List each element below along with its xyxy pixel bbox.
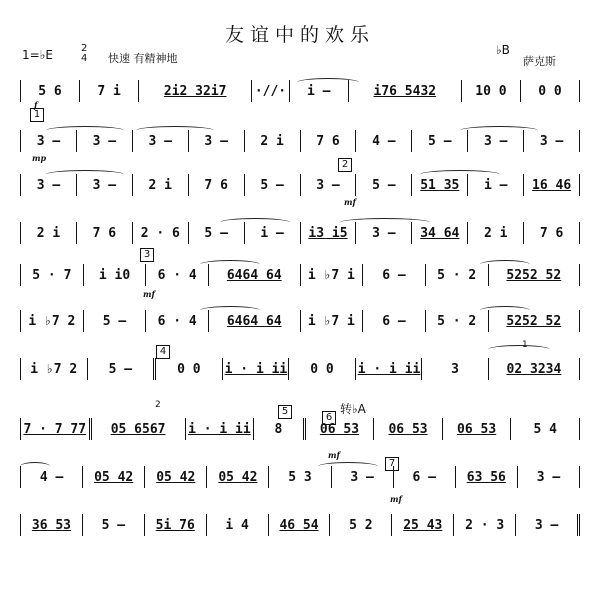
measure: 7 6 <box>189 174 245 196</box>
staff-row-4 <box>20 222 580 244</box>
rehearsal-mark-4: 4 <box>156 345 170 359</box>
staff-row-6 <box>20 310 580 332</box>
rehearsal-mark-5: 5 <box>278 405 292 419</box>
measure: 5 – <box>356 174 412 196</box>
measure: i ♭7 2 <box>20 310 84 332</box>
measure: i76 5432 <box>349 80 462 102</box>
measure: 05 42 <box>145 466 207 488</box>
instrument-name: 萨克斯 <box>523 55 556 68</box>
measure: i i0 <box>84 264 147 286</box>
dynamic-mf-1: mf <box>344 197 356 207</box>
measure-rest-count: 8 <box>254 418 306 440</box>
measure: i · i ii <box>186 418 255 440</box>
time-signature-top: 2 <box>81 43 88 54</box>
measure: 6 – <box>363 264 426 286</box>
measure: 02 3234 <box>489 358 580 380</box>
measure: 3 – <box>77 130 133 152</box>
staff-row-8 <box>20 418 580 440</box>
measure: i · i ii <box>223 358 290 380</box>
measure: 3 – <box>356 222 412 244</box>
measure: 25 43 <box>392 514 454 536</box>
measure: 06 53 <box>443 418 512 440</box>
staff-row-1 <box>20 80 580 102</box>
tempo-marking: 快速 有精神地 <box>108 52 178 65</box>
rehearsal-mark-7: 7 <box>385 457 399 471</box>
measure: 3 – <box>518 466 580 488</box>
measure: 2 i <box>20 222 77 244</box>
measure: 6 · 4 <box>146 310 209 332</box>
measure: 5252 52 <box>489 264 581 286</box>
measure: 3 – <box>332 466 394 488</box>
measure: 6 · 4 <box>146 264 209 286</box>
measure: 2 i <box>133 174 189 196</box>
measure: 36 53 <box>20 514 83 536</box>
measure: 0 0 <box>156 358 223 380</box>
measure: 2 i <box>245 130 301 152</box>
measure: 7 6 <box>301 130 357 152</box>
measure: 5i 76 <box>145 514 207 536</box>
dynamic-f: f <box>34 100 38 110</box>
measure: 7 6 <box>524 222 580 244</box>
rehearsal-mark-6: 6 <box>322 411 336 425</box>
measure: 5 6 <box>20 80 80 102</box>
measure: 5 – <box>245 174 301 196</box>
measure: i 4 <box>207 514 269 536</box>
volta-1: 1 <box>522 340 528 350</box>
measure: 46 54 <box>269 514 331 536</box>
measure: 5 – <box>83 514 145 536</box>
measure: 06 53 <box>306 418 375 440</box>
measure: i – <box>245 222 301 244</box>
measure-rest-count: 3 <box>422 358 489 380</box>
measure: 7 6 <box>77 222 133 244</box>
measure: 5252 52 <box>489 310 581 332</box>
measure: 3 – <box>524 130 580 152</box>
measure: i – <box>468 174 524 196</box>
measure: i3 i5 <box>301 222 357 244</box>
dynamic-mf-4: mf <box>390 494 402 504</box>
measure: 10 0 <box>462 80 521 102</box>
measure: 3 – <box>20 130 77 152</box>
measure: i ♭7 i <box>301 264 364 286</box>
measure: 5 – <box>412 130 468 152</box>
measure: 2 · 6 <box>133 222 189 244</box>
volta-2: 2 <box>155 400 161 410</box>
staff-row-7 <box>20 358 580 380</box>
measure: 06 53 <box>374 418 443 440</box>
measure: 4 – <box>20 466 83 488</box>
measure: 5 – <box>189 222 245 244</box>
measure: 6464 64 <box>209 310 301 332</box>
rehearsal-mark-1: 1 <box>30 108 44 122</box>
measure: ·//· <box>252 80 289 102</box>
measure: 3 – <box>133 130 189 152</box>
song-title: 友谊中的欢乐 <box>224 24 375 46</box>
measure: 6464 64 <box>209 264 301 286</box>
measure: 3 – <box>301 174 357 196</box>
measure: 05 42 <box>207 466 269 488</box>
measure: 6 – <box>394 466 456 488</box>
measure: 34 64 <box>412 222 468 244</box>
measure: 6 – <box>363 310 426 332</box>
measure: i ♭7 2 <box>20 358 88 380</box>
measure: i ♭7 i <box>301 310 364 332</box>
modulation-marking: 转♭A <box>340 402 366 416</box>
measure: 0 0 <box>289 358 356 380</box>
measure: 05 42 <box>83 466 145 488</box>
staff-row-5 <box>20 264 580 286</box>
staff-row-2 <box>20 130 580 152</box>
measure: 16 46 <box>524 174 580 196</box>
measure: i · i ii <box>356 358 423 380</box>
measure: 3 – <box>77 174 133 196</box>
measure: 2 · 3 <box>454 514 516 536</box>
measure: 5 · 7 <box>20 264 84 286</box>
measure: 3 – <box>468 130 524 152</box>
staff-row-9 <box>20 466 580 488</box>
measure: i – <box>290 80 349 102</box>
measure: 63 56 <box>456 466 518 488</box>
measure: 51 35 <box>412 174 468 196</box>
dynamic-mf-3: mf <box>328 450 340 460</box>
staff-row-3 <box>20 174 580 196</box>
time-signature <box>81 44 87 64</box>
measure: 4 – <box>356 130 412 152</box>
measure: 5 · 2 <box>426 310 489 332</box>
measure: 5 3 <box>269 466 331 488</box>
time-signature-bottom: 4 <box>81 53 88 64</box>
measure: 7 · 7 77 <box>20 418 92 440</box>
measure: 05 6567 <box>92 418 186 440</box>
measure: 2 i <box>468 222 524 244</box>
measure: 0 0 <box>521 80 580 102</box>
rehearsal-mark-3: 3 <box>140 248 154 262</box>
measure: 5 – <box>84 310 147 332</box>
measure: 3 – <box>20 174 77 196</box>
measure: 5 – <box>88 358 157 380</box>
dynamic-mp: mp <box>32 153 47 163</box>
measure: 5 2 <box>330 514 392 536</box>
staff-row-10 <box>20 514 580 536</box>
dynamic-mf-2: mf <box>143 289 155 299</box>
measure: 7 i <box>80 80 139 102</box>
rehearsal-mark-2: 2 <box>338 158 352 172</box>
key-signature: 1=♭E <box>22 48 53 62</box>
instrument-key: ♭B <box>496 43 510 57</box>
measure: 3 – <box>189 130 245 152</box>
measure-final-repeat: 3 – <box>516 514 580 536</box>
measure: 5 · 2 <box>426 264 489 286</box>
slur <box>488 345 550 354</box>
measure: 5 4 <box>511 418 580 440</box>
measure: 2i2 32i7 <box>139 80 252 102</box>
